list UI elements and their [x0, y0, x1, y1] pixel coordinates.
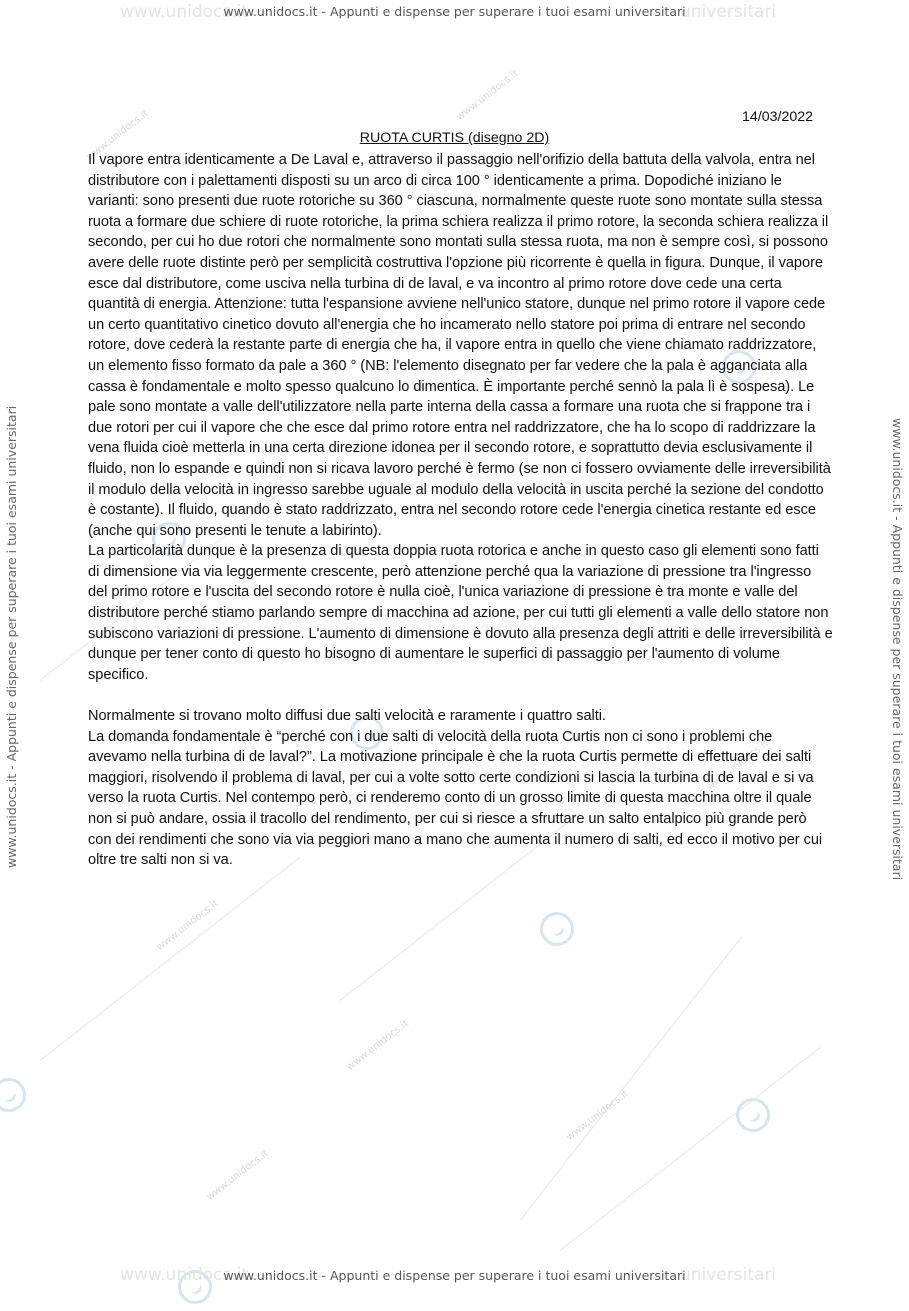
paragraph: Il vapore entra identicamente a De Laval e, attraverso il passaggio nell'orifizio della battuta della valvola, entra nel distributore con i palettamenti disposti su un arco di circa 100 ° identicamente a prima. Dopodiché iniziano le varianti: sono presenti due ruote rotoriche su 360 ° ciascuna, normalmente queste ruote sono montate sulla stessa ruota a formare due schiere di ruote rotoriche, la prima schiera realizza il primo rotore, la seconda schiera realizza il secondo, per cui ho due rotori che normalmente sono montati sulla stessa ruota, ma non è sempre così, si possono avere delle ruote distinte però per semplicità costruttiva l'opzione più ricorrente è quella in figura. Dunque, il vapore esce dal distributore, come usciva nella turbina di de laval, e va incontro al primo rotore dove cede una certa quantità di energia. Attenzione: tutta l'espansione avviene nell'unico statore, dunque nel primo rotore il vapore cede un certo quantitativo cinetico dovuto all'energia che ho incamerato nello statore poi prima di entrare nel secondo rotore, dove cederà la restante parte di energia che ha, il vapore entra in quello che viene chiamato raddrizzatore, un elemento fisso formato da pale a 360 ° (NB: l'elemento disegnato per far vedere che la pala è agganciata alla cassa è fondamentale e molto spesso qualcuno lo dimentica. È importante perché sennò la pala lì è sospesa). Le pale sono montate a valle dell'utilizzatore nella parte interna della cassa a formare una ruota che si frappone tra i due rotori per cui il vapore che che esce dal primo rotore entra nel raddrizzatore, che ha lo scopo di raddrizzare la vena fluida cioè metterla in una certa direzione idonea per il secondo rotore, e soprattutto devia esclusivamente il fluido, non lo espande e quindi non si ricava lavoro perché è fermo (se non ci fossero ovviamente delle irreversibilità il modulo della velocità in ingresso sarebbe uguale al modulo della velocità in uscita perché la sezione del condotto è costante). Il fluido, quando è stato raddrizzato, entra nel secondo rotore cede l'energia cinetica restante ed esce (anche qui sono presenti le tenute a labirinto). [88, 152, 831, 539]
watermark-footer: www.unidocs.it - Appunti e dispense per superare i tuoi esami universitari [223, 1268, 686, 1283]
paragraph: Normalmente si trovano molto diffusi due salti velocità e raramente i quattro salti. [88, 708, 606, 725]
watermark-line [520, 937, 742, 1221]
watermark-diagonal: www.unidocs.it [204, 1147, 271, 1204]
watermark-diagonal: www.unidocs.it [564, 1087, 631, 1144]
watermark-ghost-bottom-right: universitari [680, 1265, 777, 1285]
watermark-logo-icon [533, 905, 581, 953]
watermark-header: www.unidocs.it - Appunti e dispense per superare i tuoi esami universitari [223, 4, 686, 19]
watermark-diagonal: www.unidocs.it [84, 107, 151, 164]
watermark-diagonal: www.unidocs.it [704, 737, 771, 794]
paragraph: La domanda fondamentale è “perché con i due salti di velocità della ruota Curtis non ci sono i problemi che avevamo nella turbina di de laval?”. La motivazione principale è che la ruota Curtis permette di effettuare dei salti maggiori, risolvendo il problema di laval, per cui a volte sotto certe condizioni si lascia la turbina di de laval e si va verso la ruota Curtis. Nel contempo però, ci renderemo conto di un grosso limite di questa macchina oltre il quale non si può andare, ossia il tracollo del rendimento, per cui si riesce a sfruttare un salto entalpico più grande però con dei rendimenti che sono via via peggiori mano a mano che aumenta il numero di salti, ed ecco il motivo per cui oltre tre salti non si va. [88, 728, 823, 869]
watermark-logo-icon [729, 1091, 777, 1139]
watermark-left-side: www.unidocs.it - Appunti e dispense per superare i tuoi esami universitari [4, 405, 19, 868]
document-body [88, 150, 833, 871]
paragraph: La particolarità dunque è la presenza di questa doppia ruota rotorica e anche in questo caso gli elementi sono fatti di dimensione via via leggermente crescente, però attenzione perché qua la variazione di pressione tra l'ingresso del primo rotore e l'uscita del secondo rotore è nulla cioè, l'unica variazione di pressione è tra monte e valle del distributore perché stiamo parlando sempre di macchina ad azione, per cui tutti gli elementi a valle dello statore non subiscono variazioni di pressione. L'aumento di dimensione è dovuto alla presenza degli attriti e delle irreversibilità e dunque per tener conto di questo ho bisogno di aumentare le superfici di passaggio per l'aumento di volume specifico. [88, 543, 833, 683]
watermark-ghost-bottom: www.unidocs.it [120, 1265, 249, 1285]
watermark-ghost-top-right: universitari [680, 2, 777, 22]
watermark-logo-icon [0, 1071, 33, 1119]
document-title: RUOTA CURTIS (disegno 2D) [359, 130, 550, 146]
watermark-line [560, 1047, 821, 1251]
paragraph-gap [88, 685, 833, 706]
watermark-line [40, 857, 301, 1061]
watermark-diagonal: www.unidocs.it [454, 67, 521, 124]
watermark-ghost-top: www.unidocs.it [120, 2, 249, 22]
watermark-diagonal: www.unidocs.it [344, 1017, 411, 1074]
watermark-right-side: www.unidocs.it - Appunti e dispense per superare i tuoi esami universitari [890, 418, 905, 881]
watermark-diagonal: www.unidocs.it [154, 897, 221, 954]
document-date: 14/03/2022 [742, 109, 814, 125]
